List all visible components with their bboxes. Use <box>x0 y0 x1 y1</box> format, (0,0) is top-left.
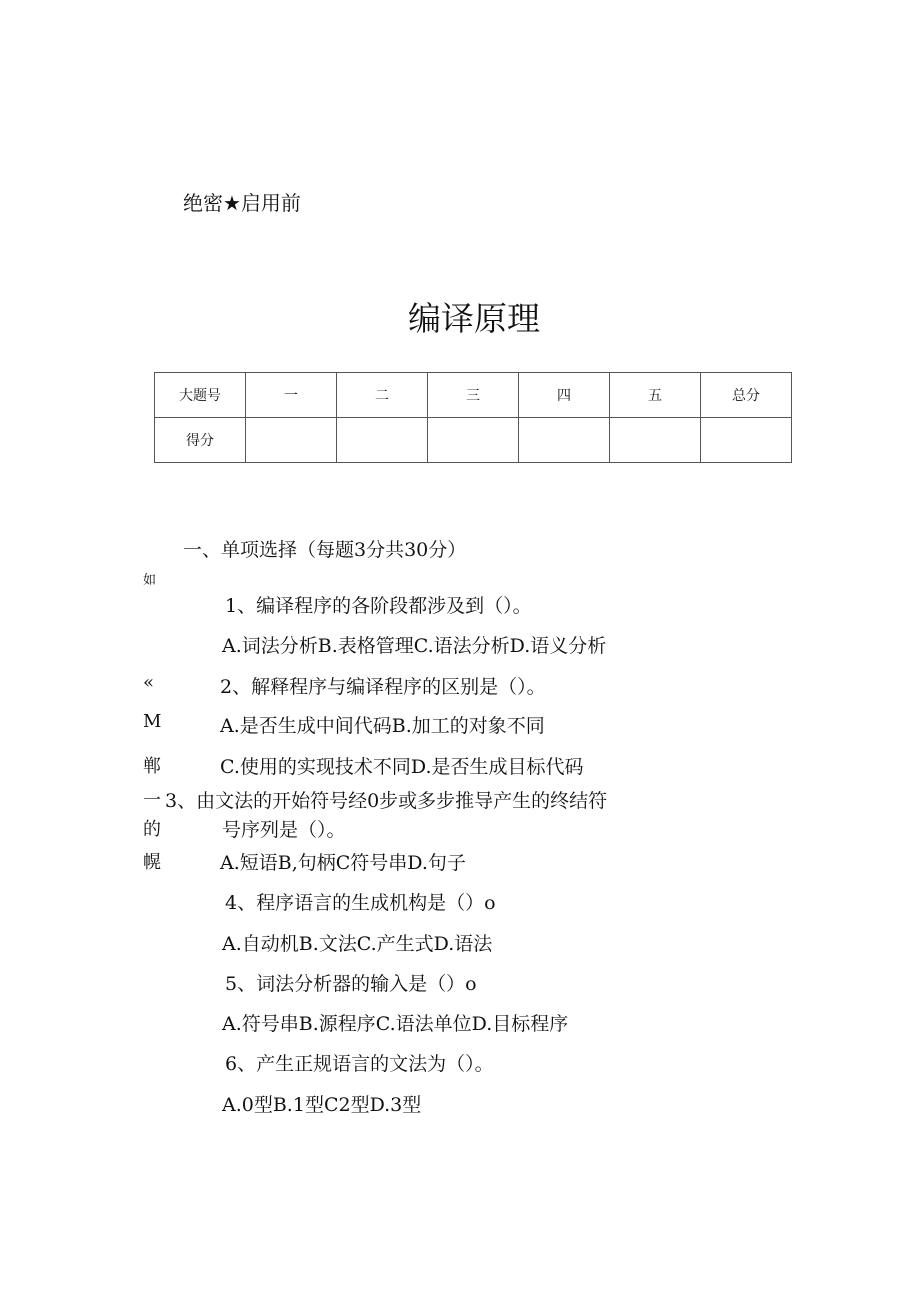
column-4-header: 四 <box>519 373 610 418</box>
question-3-line-1: 3、由文法的开始符号经0步或多步推导产生的终结符 <box>165 790 608 812</box>
question-3-line-2: 号序列是（）。 <box>222 819 346 841</box>
margin-mark: 幌 <box>143 852 161 873</box>
question-5: 5、词法分析器的输入是（）o <box>225 973 477 995</box>
score-table-score-row <box>155 418 792 463</box>
question-6-options: A.0型B.1型C2型D.3型 <box>222 1094 422 1116</box>
confidential-label: 绝密★启用前 <box>183 191 301 215</box>
question-6: 6、产生正规语言的文法为（）。 <box>225 1053 494 1075</box>
question-2-options-2: C.使用的实现技术不同D.是否生成目标代码 <box>220 756 584 778</box>
score-cell <box>701 418 792 463</box>
question-2: 2、解释程序与编译程序的区别是（）。 <box>220 676 546 698</box>
exam-title: 编译原理 <box>408 299 540 338</box>
question-number-label: 大题号 <box>155 373 246 418</box>
question-4-options: A.自动机B.文法C.产生式D.语法 <box>222 933 493 955</box>
margin-mark: 的 <box>143 819 161 840</box>
question-4: 4、程序语言的生成机构是（）o <box>225 892 496 914</box>
score-table-header-row <box>155 373 792 418</box>
column-1-header: 一 <box>246 373 337 418</box>
margin-mark: « <box>143 672 155 693</box>
column-2-header: 二 <box>337 373 428 418</box>
question-3-options: A.短语B,句柄C符号串D.句子 <box>220 852 466 874</box>
score-cell <box>246 418 337 463</box>
score-cell <box>610 418 701 463</box>
margin-mark: 一 <box>143 790 161 811</box>
score-table <box>154 372 792 463</box>
question-1: 1、编译程序的各阶段都涉及到（）。 <box>225 595 532 617</box>
score-row-label: 得分 <box>155 418 246 463</box>
score-cell <box>428 418 519 463</box>
column-5-header: 五 <box>610 373 701 418</box>
question-2-options-1: A.是否生成中间代码B.加工的对象不同 <box>220 715 545 737</box>
margin-mark: 郸 <box>143 756 161 777</box>
margin-mark: M <box>143 711 162 732</box>
total-score-header: 总分 <box>701 373 792 418</box>
question-5-options: A.符号串B.源程序C.语法单位D.目标程序 <box>222 1013 569 1035</box>
question-1-options: A.词法分析B.表格管理C.语法分析D.语义分析 <box>222 635 607 657</box>
section-title: 一、单项选择（每题3分共30分） <box>183 539 467 561</box>
margin-mark: 如 <box>143 573 157 588</box>
column-3-header: 三 <box>428 373 519 418</box>
score-cell <box>337 418 428 463</box>
score-cell <box>519 418 610 463</box>
